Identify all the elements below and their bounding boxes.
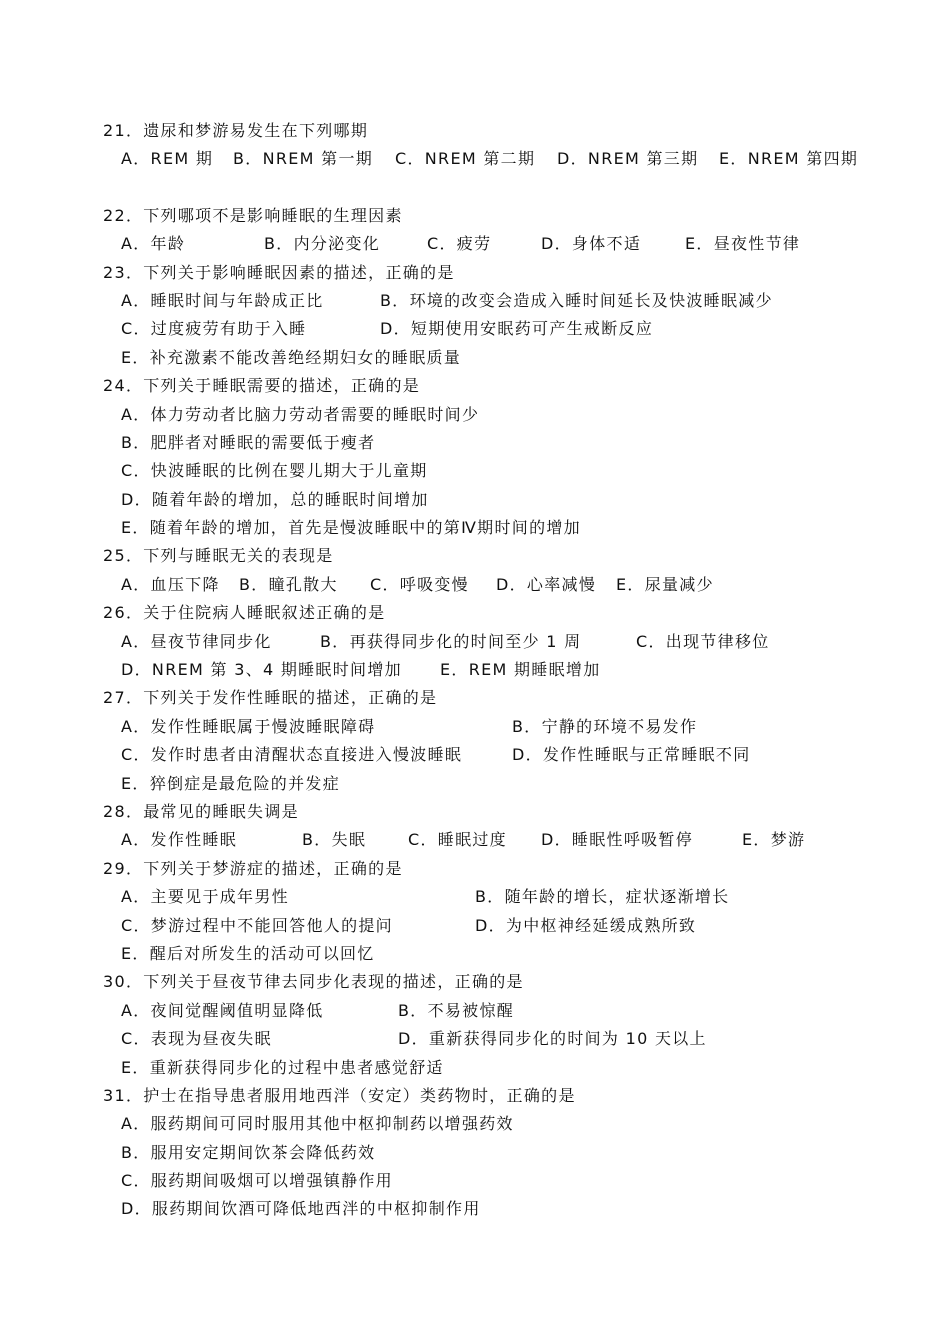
- option-row: [103, 145, 923, 173]
- answer-option: A．REM 期: [121, 149, 214, 169]
- answer-option: A．发作性睡眠: [121, 830, 238, 850]
- question-22: [103, 202, 923, 259]
- question-stem: 30．下列关于昼夜节律去同步化表现的描述，正确的是: [103, 972, 524, 992]
- option-row: [103, 230, 923, 258]
- option-row: [103, 713, 923, 741]
- answer-option: C．疲劳: [427, 234, 492, 254]
- question-23: [103, 259, 923, 373]
- answer-option: A．主要见于成年男性: [121, 887, 289, 907]
- option-row: [103, 457, 923, 485]
- answer-option: C．NREM 第二期: [395, 149, 536, 169]
- answer-option: D．短期使用安眠药可产生戒断反应: [380, 319, 654, 339]
- option-row: [103, 883, 923, 911]
- answer-option: C．呼吸变慢: [370, 574, 469, 594]
- answer-option: E．REM 期睡眠增加: [440, 660, 601, 680]
- answer-option: A．血压下降: [121, 574, 220, 594]
- question-list: [103, 117, 923, 1224]
- option-row: [103, 912, 923, 940]
- question-stem: 25．下列与睡眠无关的表现是: [103, 546, 334, 566]
- question-29: [103, 855, 923, 969]
- option-row: [103, 344, 923, 372]
- answer-option: A．年龄: [121, 234, 186, 254]
- answer-option: A．发作性睡眠属于慢波睡眠障碍: [121, 716, 376, 736]
- answer-option: C．睡眠过度: [408, 830, 507, 850]
- answer-option: D．服药期间饮酒可降低地西泮的中枢抑制作用: [121, 1199, 481, 1219]
- answer-option: C．表现为昼夜失眠: [121, 1029, 272, 1049]
- answer-option: B．服用安定期间饮茶会降低药效: [121, 1142, 376, 1162]
- answer-option: B．随年龄的增长，症状逐渐增长: [475, 887, 730, 907]
- answer-option: A．睡眠时间与年龄成正比: [121, 290, 324, 310]
- option-row: [103, 741, 923, 769]
- question-stem: 29．下列关于梦游症的描述，正确的是: [103, 858, 403, 878]
- answer-option: D．身体不适: [541, 234, 642, 254]
- answer-option: E．重新获得同步化的过程中患者感觉舒适: [121, 1057, 444, 1077]
- question-stem: 27．下列关于发作性睡眠的描述，正确的是: [103, 688, 438, 708]
- option-row: [103, 1054, 923, 1082]
- answer-option: D．发作性睡眠与正常睡眠不同: [512, 745, 751, 765]
- option-row: [103, 1110, 923, 1138]
- answer-option: E．醒后对所发生的活动可以回忆: [121, 943, 375, 963]
- option-row: [103, 571, 923, 599]
- answer-option: B．肥胖者对睡眠的需要低于瘦者: [121, 432, 376, 452]
- option-row: [103, 1025, 923, 1053]
- answer-option: B．内分泌变化: [264, 234, 381, 254]
- answer-option: D．重新获得同步化的时间为 10 天以上: [398, 1029, 707, 1049]
- answer-option: B．失眠: [302, 830, 367, 850]
- question-stem: 22．下列哪项不是影响睡眠的生理因素: [103, 205, 403, 225]
- answer-option: B．瞳孔散大: [239, 574, 338, 594]
- answer-option: C．服药期间吸烟可以增强镇静作用: [121, 1171, 393, 1191]
- option-row: [103, 287, 923, 315]
- question-31: [103, 1082, 923, 1224]
- option-row: [103, 315, 923, 343]
- answer-option: A．夜间觉醒阈值明显降低: [121, 1000, 324, 1020]
- answer-option: D．随着年龄的增加，总的睡眠时间增加: [121, 489, 429, 509]
- option-row: [103, 656, 923, 684]
- question-28: [103, 798, 923, 855]
- answer-option: D．为中枢神经延缓成熟所致: [475, 915, 697, 935]
- question-24: [103, 372, 923, 542]
- option-row: [103, 514, 923, 542]
- option-row: [103, 997, 923, 1025]
- answer-option: A．服药期间可同时服用其他中枢抑制药以增强药效: [121, 1114, 514, 1134]
- answer-option: E．补充激素不能改善绝经期妇女的睡眠质量: [121, 347, 462, 367]
- question-stem: 31．护士在指导患者服用地西泮（安定）类药物时，正确的是: [103, 1085, 576, 1105]
- option-row: [103, 826, 923, 854]
- answer-option: A．体力劳动者比脑力劳动者需要的睡眠时间少: [121, 404, 480, 424]
- answer-option: C．梦游过程中不能回答他人的提问: [121, 915, 393, 935]
- option-row: [103, 1167, 923, 1195]
- answer-option: D．NREM 第三期: [557, 149, 699, 169]
- answer-option: E．梦游: [742, 830, 806, 850]
- question-stem: 21．遗尿和梦游易发生在下列哪期: [103, 121, 369, 140]
- answer-option: D．睡眠性呼吸暂停: [541, 830, 694, 850]
- answer-option: A．昼夜节律同步化: [121, 631, 272, 651]
- option-row: [103, 486, 923, 514]
- answer-option: E．NREM 第四期: [719, 149, 859, 169]
- option-row: [103, 401, 923, 429]
- question-25: [103, 542, 923, 599]
- answer-option: E．昼夜性节律: [685, 234, 801, 254]
- answer-option: E．随着年龄的增加，首先是慢波睡眠中的第Ⅳ期时间的增加: [121, 518, 581, 538]
- option-row: [103, 1195, 923, 1223]
- answer-option: E．尿量减少: [616, 574, 714, 594]
- option-row: [103, 429, 923, 457]
- answer-option: B．再获得同步化的时间至少 1 周: [320, 631, 582, 651]
- answer-option: C．出现节律移位: [636, 631, 770, 651]
- answer-option: D．心率减慢: [496, 574, 597, 594]
- question-27: [103, 684, 923, 798]
- answer-option: D．NREM 第 3、4 期睡眠时间增加: [121, 660, 402, 680]
- answer-option: E．猝倒症是最危险的并发症: [121, 773, 341, 793]
- answer-option: B．宁静的环境不易发作: [512, 716, 698, 736]
- option-row: [103, 1139, 923, 1167]
- question-stem: 23．下列关于影响睡眠因素的描述，正确的是: [103, 262, 455, 282]
- question-stem: 28．最常见的睡眠失调是: [103, 801, 299, 821]
- question-stem: 26．关于住院病人睡眠叙述正确的是: [103, 603, 386, 623]
- option-row: [103, 770, 923, 798]
- question-30: [103, 968, 923, 1082]
- answer-option: C．快波睡眠的比例在婴儿期大于儿童期: [121, 461, 428, 481]
- option-row: [103, 940, 923, 968]
- option-row: [103, 628, 923, 656]
- answer-option: C．过度疲劳有助于入睡: [121, 319, 307, 339]
- answer-option: B．不易被惊醒: [398, 1000, 515, 1020]
- answer-option: B．环境的改变会造成入睡时间延长及快波睡眠减少: [380, 290, 773, 310]
- question-stem: 24．下列关于睡眠需要的描述，正确的是: [103, 376, 421, 396]
- answer-option: B．NREM 第一期: [233, 149, 374, 169]
- question-21: [103, 117, 923, 174]
- answer-option: C．发作时患者由清醒状态直接进入慢波睡眠: [121, 745, 463, 765]
- question-26: [103, 599, 923, 684]
